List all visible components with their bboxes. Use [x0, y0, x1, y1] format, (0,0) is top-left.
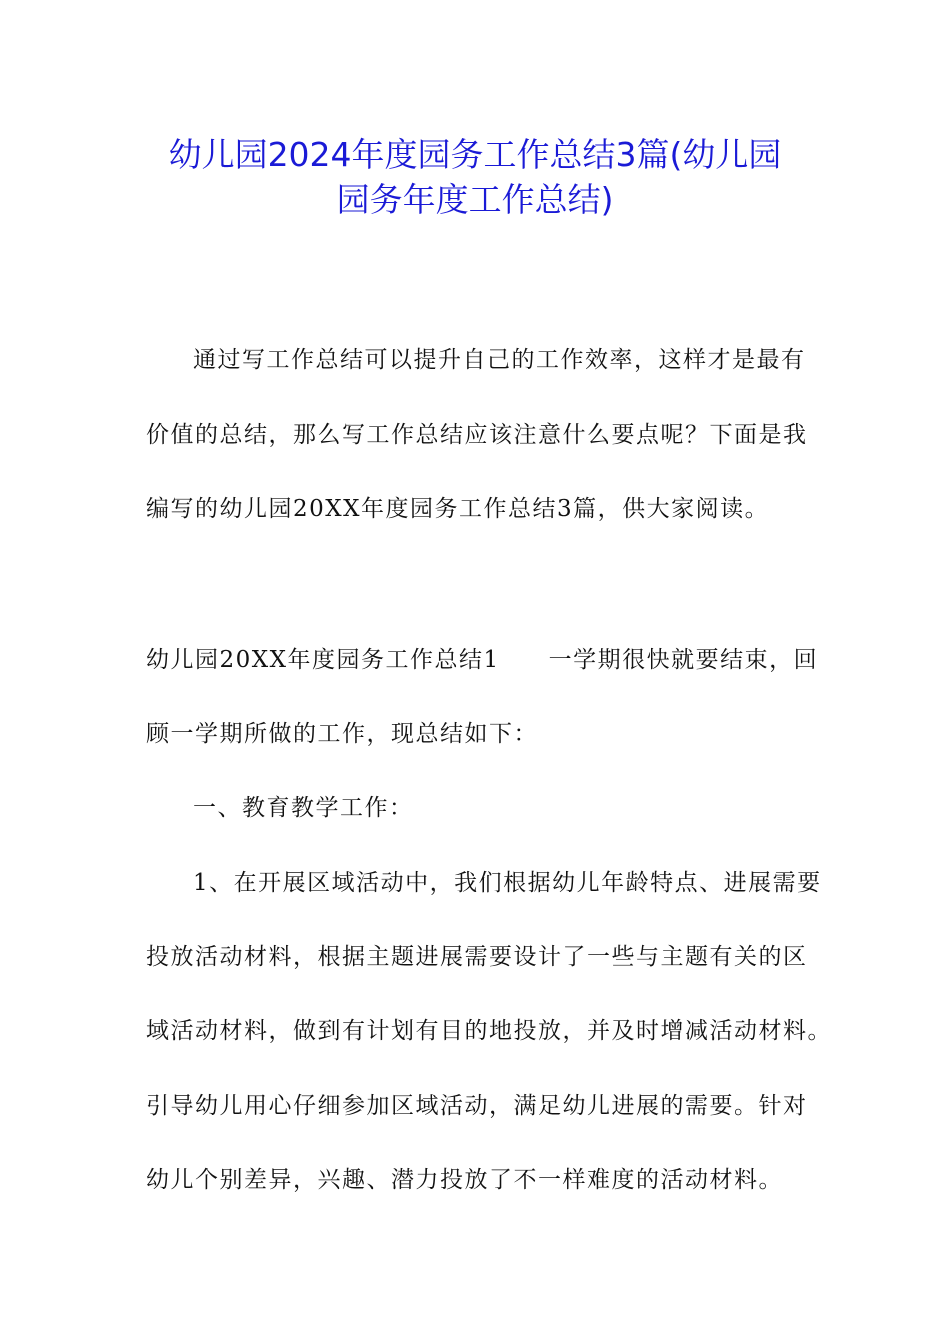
- item-1-line-1: 1、在开展区域活动中，我们根据幼儿年龄特点、进展需要: [193, 870, 822, 896]
- document-title-line-2: 园务年度工作总结): [336, 180, 614, 219]
- subheading-education: 一、教育教学工作：: [193, 795, 414, 821]
- intro-paragraph-line-2: 价值的总结，那么写工作总结应该注意什么要点呢？下面是我: [146, 422, 808, 448]
- document-title-line-1: 幼儿园2024年度园务工作总结3篇(幼儿园: [168, 135, 782, 174]
- section-heading-line-2: 顾一学期所做的工作，现总结如下：: [146, 721, 538, 747]
- item-1-line-2: 投放活动材料，根据主题进展需要设计了一些与主题有关的区: [146, 944, 808, 970]
- intro-paragraph-line-3: 编写的幼儿园20XX年度园务工作总结3篇，供大家阅读。: [146, 496, 770, 522]
- item-1-line-5: 幼儿个别差异，兴趣、潜力投放了不一样难度的活动材料。: [146, 1167, 783, 1193]
- item-1-line-4: 引导幼儿用心仔细参加区域活动，满足幼儿进展的需要。针对: [146, 1093, 808, 1119]
- item-1-line-3: 域活动材料，做到有计划有目的地投放，并及时增减活动材料。: [146, 1018, 832, 1044]
- section-heading-line-1: 幼儿园20XX年度园务工作总结1 一学期很快就要结束，回: [146, 647, 819, 673]
- intro-paragraph-line-1: 通过写工作总结可以提升自己的工作效率，这样才是最有: [193, 347, 806, 373]
